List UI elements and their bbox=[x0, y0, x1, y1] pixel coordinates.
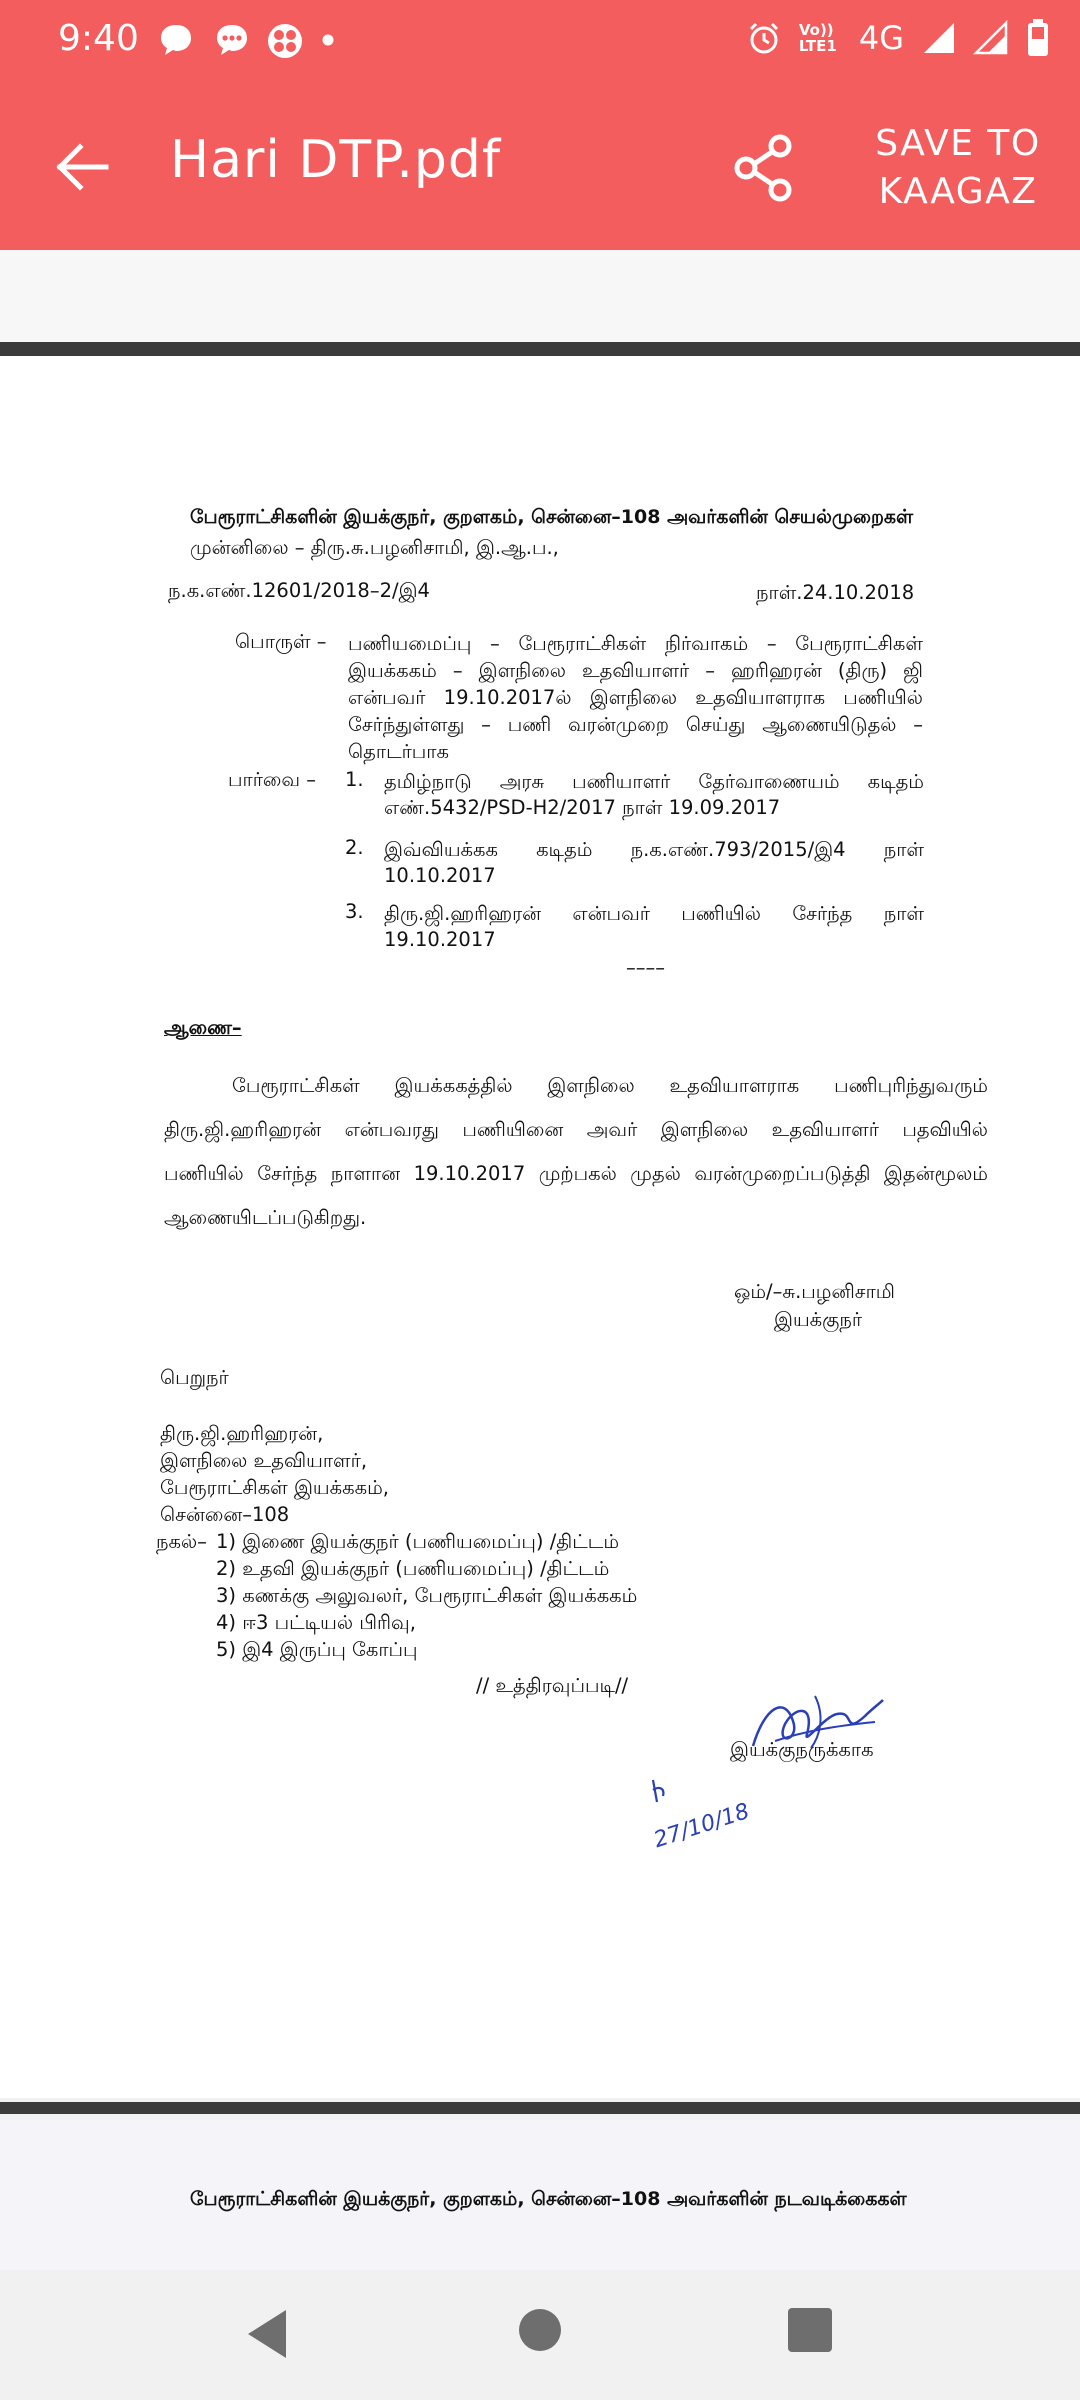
separator-dashes: –––– bbox=[626, 956, 665, 979]
subject-line: பணியமைப்பு – பேரூராட்சிகள் நிர்வாகம் – பேரூராட்சிகள் bbox=[348, 632, 923, 655]
alarm-icon bbox=[747, 21, 781, 55]
page-separator bbox=[0, 342, 1080, 356]
doc-header-line1: பேரூராட்சிகளின் இயக்குநர், குறளகம், சென்னை–108 அவர்களின் செயல்முறைகள் bbox=[190, 506, 914, 528]
save-label-line1: SAVE TO bbox=[875, 123, 1041, 164]
signal-icon bbox=[974, 21, 1008, 55]
copy-line: 1) இணை இயக்குநர் (பணியமைப்பு) /திட்டம் bbox=[216, 1530, 620, 1553]
true-copy-mark: // உத்திரவுப்படி// bbox=[476, 1674, 629, 1697]
order-line: திரு.ஜி.ஹரிஹரன் என்பவரது பணியினை அவர் இளநிலை உதவியாளர் பதவியில் bbox=[164, 1118, 988, 1141]
pdf-page bbox=[0, 356, 1080, 2098]
recipient-line: சென்னை–108 bbox=[160, 1503, 290, 1526]
previous-page-edge bbox=[0, 250, 1080, 342]
save-label-line2: KAAGAZ bbox=[878, 171, 1038, 212]
reference-line: எண்.5432/PSD-H2/2017 நாள் 19.09.2017 bbox=[384, 796, 781, 819]
clover-icon bbox=[266, 22, 304, 60]
back-arrow-icon[interactable] bbox=[52, 142, 112, 192]
chat-dots-icon bbox=[214, 22, 250, 58]
signature-scribble bbox=[745, 1686, 885, 1766]
recents-square-icon[interactable] bbox=[788, 2308, 832, 2352]
reference-line: 10.10.2017 bbox=[384, 864, 496, 887]
dot-icon bbox=[322, 34, 334, 46]
share-icon[interactable] bbox=[730, 132, 796, 204]
system-nav-bar bbox=[0, 2270, 1080, 2400]
recipient-line: திரு.ஜி.ஹரிஹரன், bbox=[160, 1422, 324, 1445]
copy-line: 5) இ4 இருப்பு கோப்பு bbox=[216, 1638, 418, 1661]
order-line: பணியில் சேர்ந்த நாளான 19.10.2017 முற்பகல் முதல் வரன்முறைப்படுத்தி இதன்மூலம் bbox=[164, 1162, 988, 1185]
document-date: நாள்.24.10.2018 bbox=[756, 581, 915, 604]
signatory-title: இயக்குநர் bbox=[774, 1308, 863, 1331]
copy-line: 3) கணக்கு அலுவலர், பேரூராட்சிகள் இயக்ககம் bbox=[216, 1584, 638, 1607]
reference-line: இவ்வியக்கக கடிதம் ந.க.எண்.793/2015/இ4 நாள் bbox=[384, 838, 924, 861]
copy-label: நகல்– bbox=[156, 1530, 207, 1553]
back-triangle-icon[interactable] bbox=[244, 2308, 290, 2360]
reference-num: 2. bbox=[345, 836, 364, 859]
save-to-kaagaz-button[interactable] bbox=[858, 120, 1058, 216]
doc-header-line2: முன்னிலை – திரு.சு.பழனிசாமி, இ.ஆ.ப., bbox=[190, 536, 559, 559]
handwritten-date: 27/10/18 bbox=[650, 1798, 753, 1854]
reference-label: பார்வை – bbox=[228, 768, 316, 791]
volte-indicator: Vo)) LTE1 bbox=[798, 21, 837, 55]
toolbar bbox=[0, 84, 1080, 250]
copy-line: 2) உதவி இயக்குநர் (பணியமைப்பு) /திட்டம் bbox=[216, 1557, 610, 1580]
reference-line: திரு.ஜி.ஹரிஹரன் என்பவர் பணியில் சேர்ந்த நாள் bbox=[384, 902, 924, 925]
document-title: Hari DTP.pdf bbox=[170, 130, 502, 190]
reference-line: 19.10.2017 bbox=[384, 928, 496, 951]
signal-icon bbox=[922, 21, 956, 55]
page-separator bbox=[0, 2102, 1080, 2114]
copy-line: 4) ஈ3 பட்டியல் பிரிவு, bbox=[216, 1611, 416, 1634]
app-bar bbox=[0, 0, 1080, 250]
order-line: பேரூராட்சிகள் இயக்ககத்தில் இளநிலை உதவியாளராக பணிபுரிந்துவரும் bbox=[232, 1074, 988, 1097]
next-page bbox=[0, 2120, 1080, 2270]
reference-line: தமிழ்நாடு அரசு பணியாளர் தேர்வாணையம் கடிதம் bbox=[384, 770, 924, 793]
recipient-label: பெறுநர் bbox=[160, 1366, 229, 1389]
subject-line: தொடர்பாக bbox=[348, 740, 449, 763]
reference-num: 3. bbox=[345, 900, 364, 923]
status-time: 9:40 bbox=[58, 18, 139, 59]
subject-line: சேர்ந்துள்ளது – பணி வரன்முறை செய்து ஆணையிடுதல் – bbox=[348, 713, 923, 736]
battery-icon bbox=[1026, 18, 1050, 58]
for-director: இயக்குநருக்காக bbox=[730, 1738, 874, 1761]
reference-num: 1. bbox=[345, 768, 364, 791]
status-right bbox=[747, 18, 1050, 58]
recipient-line: பேரூராட்சிகள் இயக்ககம், bbox=[160, 1476, 389, 1499]
order-heading: ஆணை– bbox=[164, 1016, 242, 1039]
subject-line: என்பவர் 19.10.2017ல் இளநிலை உதவியாளராக பணியில் bbox=[348, 686, 923, 709]
status-bar bbox=[0, 0, 1080, 84]
pdf-viewer[interactable] bbox=[0, 250, 1080, 2270]
subject-line: இயக்ககம் – இளநிலை உதவியாளர் – ஹரிஹரன் (திரு) ஜி bbox=[348, 659, 923, 682]
reference-number: ந.க.எண்.12601/2018–2/இ4 bbox=[168, 579, 430, 602]
home-circle-icon[interactable] bbox=[518, 2308, 562, 2352]
subject-label: பொருள் – bbox=[235, 630, 327, 653]
recipient-line: இளநிலை உதவியாளர், bbox=[160, 1449, 368, 1472]
network-type: 4G bbox=[858, 19, 904, 57]
chat-bubble-icon bbox=[158, 22, 194, 58]
order-line: ஆணையிடப்படுகிறது. bbox=[164, 1206, 367, 1229]
handwritten-date-note bbox=[645, 1776, 753, 1856]
next-page-header: பேரூராட்சிகளின் இயக்குநர், குறளகம், சென்னை–108 அவர்களின் நடவடிக்கைகள் bbox=[190, 2188, 907, 2210]
signatory-name: ஒம்/–சு.பழனிசாமி bbox=[734, 1280, 895, 1303]
